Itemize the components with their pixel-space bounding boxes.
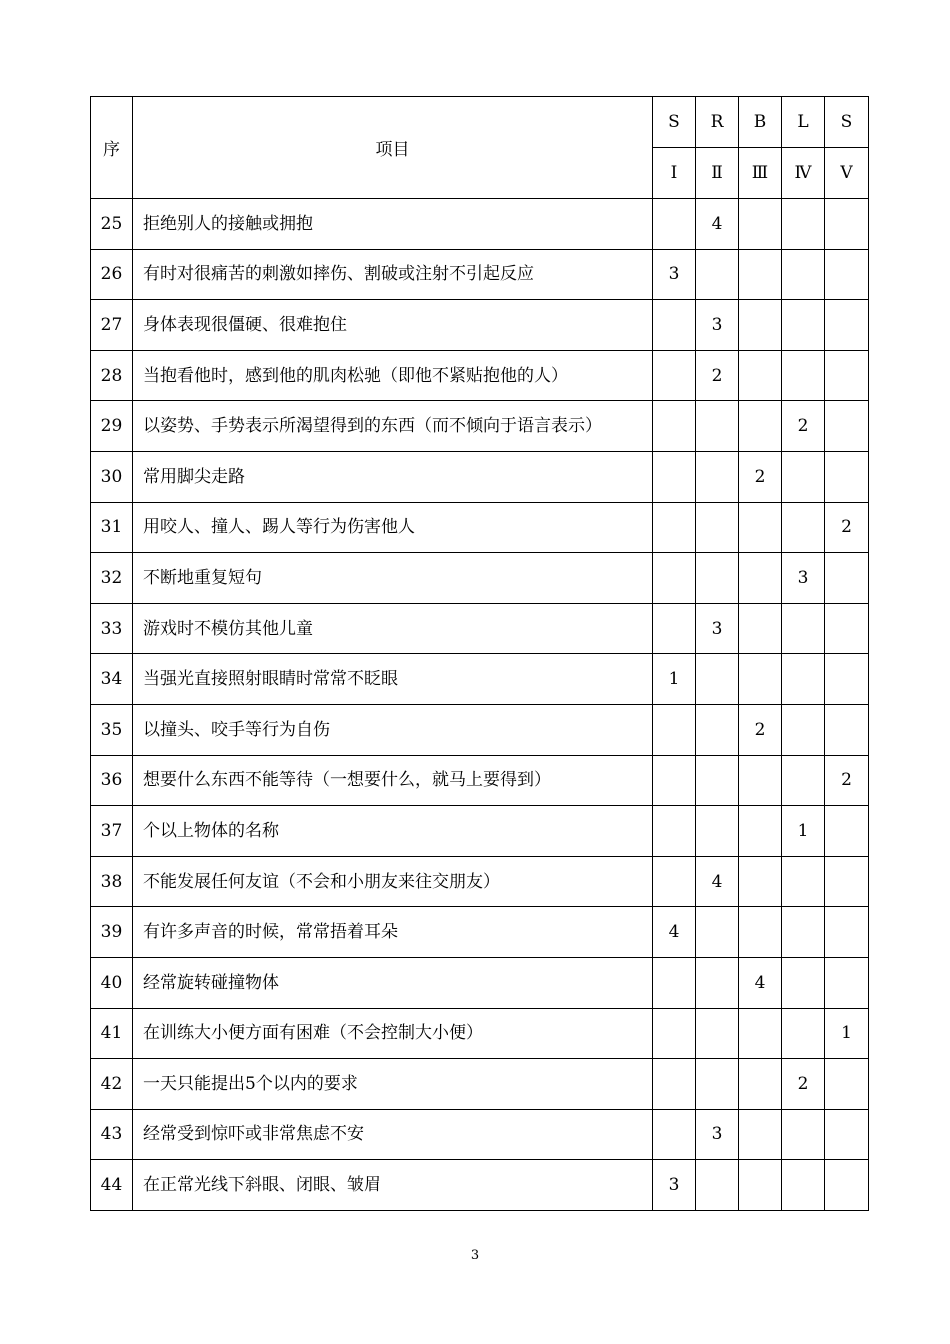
score-cell: [739, 1109, 782, 1160]
score-cell: [782, 1008, 825, 1059]
item-text: 在正常光线下斜眼、闭眼、皱眉: [133, 1160, 653, 1211]
score-cell: [653, 603, 696, 654]
row-number: 28: [91, 350, 133, 401]
row-number: 27: [91, 300, 133, 351]
row-number: 42: [91, 1059, 133, 1110]
score-cell: [739, 856, 782, 907]
table-row: [91, 1008, 869, 1059]
item-text: 常用脚尖走路: [133, 451, 653, 502]
item-text: 身体表现很僵硬、很难抱住: [133, 300, 653, 351]
score-cell: [782, 350, 825, 401]
score-cell: [825, 300, 869, 351]
checklist-table: [90, 96, 869, 1211]
table-row: [91, 502, 869, 553]
score-cell: 2: [696, 350, 739, 401]
score-cell: [739, 755, 782, 806]
score-cell: [696, 451, 739, 502]
item-header: 项目: [133, 97, 653, 199]
score-cell: [825, 553, 869, 604]
table-row: [91, 401, 869, 452]
score-cell: 1: [653, 654, 696, 705]
score-cell: [696, 553, 739, 604]
score-cell: [739, 603, 782, 654]
score-cell: [696, 502, 739, 553]
score-cell: [825, 654, 869, 705]
score-cell: [653, 502, 696, 553]
score-cell: [825, 856, 869, 907]
row-number: 25: [91, 199, 133, 250]
table-row: [91, 1059, 869, 1110]
score-cell: [696, 755, 739, 806]
score-cell: [782, 1160, 825, 1211]
table-row: [91, 603, 869, 654]
score-cell: 4: [696, 856, 739, 907]
score-cell: [696, 1160, 739, 1211]
item-text: 一天只能提出5个以内的要求: [133, 1059, 653, 1110]
score-cell: [782, 199, 825, 250]
score-cell: [739, 1160, 782, 1211]
score-cell: [739, 1059, 782, 1110]
table-row: [91, 1160, 869, 1211]
score-cell: [739, 553, 782, 604]
score-cell: [782, 300, 825, 351]
score-cell: [782, 502, 825, 553]
row-number: 43: [91, 1109, 133, 1160]
score-cell: [825, 806, 869, 857]
score-cell: [739, 300, 782, 351]
score-cell: [825, 1160, 869, 1211]
score-cell: 2: [825, 502, 869, 553]
score-cell: [825, 350, 869, 401]
item-text: 拒绝别人的接触或拥抱: [133, 199, 653, 250]
table-row: [91, 704, 869, 755]
item-text: 用咬人、撞人、踢人等行为伤害他人: [133, 502, 653, 553]
score-cell: [825, 249, 869, 300]
score-cell: [782, 856, 825, 907]
score-cell: [739, 350, 782, 401]
score-cell: [782, 451, 825, 502]
score-cell: [653, 199, 696, 250]
table-row: [91, 553, 869, 604]
letter-header-b: B: [739, 97, 782, 148]
roman-header-2: Ⅱ: [696, 148, 739, 199]
row-number: 37: [91, 806, 133, 857]
score-cell: [782, 249, 825, 300]
table-row: [91, 755, 869, 806]
score-cell: 3: [696, 300, 739, 351]
row-number: 26: [91, 249, 133, 300]
table-row: [91, 907, 869, 958]
score-cell: [782, 907, 825, 958]
score-cell: [782, 755, 825, 806]
score-cell: [696, 806, 739, 857]
item-text: 当抱看他时，感到他的肌肉松驰（即他不紧贴抱他的人）: [133, 350, 653, 401]
score-cell: [782, 1109, 825, 1160]
score-cell: 2: [739, 451, 782, 502]
row-number: 34: [91, 654, 133, 705]
score-cell: 4: [696, 199, 739, 250]
score-cell: [739, 654, 782, 705]
score-cell: [825, 957, 869, 1008]
seq-header: 序: [91, 97, 133, 199]
item-text: 有时对很痛苦的刺激如摔伤、割破或注射不引起反应: [133, 249, 653, 300]
score-cell: [825, 199, 869, 250]
table-row: [91, 249, 869, 300]
score-cell: 2: [782, 401, 825, 452]
score-cell: [653, 856, 696, 907]
score-cell: 2: [825, 755, 869, 806]
table-row: [91, 350, 869, 401]
score-cell: 3: [696, 603, 739, 654]
score-cell: [739, 806, 782, 857]
item-text: 以姿势、手势表示所渴望得到的东西（而不倾向于语言表示）: [133, 401, 653, 452]
table-row: [91, 199, 869, 250]
item-text: 有许多声音的时候，常常捂着耳朵: [133, 907, 653, 958]
score-cell: [739, 199, 782, 250]
table-row: [91, 806, 869, 857]
score-cell: [653, 957, 696, 1008]
table-row: [91, 1109, 869, 1160]
score-cell: [782, 704, 825, 755]
letter-header-s2: S: [825, 97, 869, 148]
row-number: 35: [91, 704, 133, 755]
table-row: [91, 856, 869, 907]
score-cell: 3: [653, 1160, 696, 1211]
letter-header-r: R: [696, 97, 739, 148]
score-cell: [653, 553, 696, 604]
roman-header-1: Ⅰ: [653, 148, 696, 199]
row-number: 39: [91, 907, 133, 958]
score-cell: 3: [782, 553, 825, 604]
score-cell: 2: [782, 1059, 825, 1110]
score-cell: [696, 1059, 739, 1110]
score-cell: [653, 806, 696, 857]
score-cell: [825, 603, 869, 654]
item-text: 在训练大小便方面有困难（不会控制大小便）: [133, 1008, 653, 1059]
score-cell: [782, 654, 825, 705]
score-cell: [825, 907, 869, 958]
item-text: 当强光直接照射眼睛时常常不眨眼: [133, 654, 653, 705]
score-cell: [653, 704, 696, 755]
score-cell: [696, 907, 739, 958]
score-cell: [739, 1008, 782, 1059]
roman-header-5: Ⅴ: [825, 148, 869, 199]
row-number: 31: [91, 502, 133, 553]
score-cell: 4: [739, 957, 782, 1008]
letter-header-s1: S: [653, 97, 696, 148]
score-cell: 1: [825, 1008, 869, 1059]
item-text: 不断地重复短句: [133, 553, 653, 604]
item-text: 想要什么东西不能等待（一想要什么，就马上要得到）: [133, 755, 653, 806]
score-cell: 2: [739, 704, 782, 755]
score-cell: [739, 401, 782, 452]
row-number: 38: [91, 856, 133, 907]
score-cell: [825, 451, 869, 502]
score-cell: [825, 1059, 869, 1110]
item-text: 经常受到惊吓或非常焦虑不安: [133, 1109, 653, 1160]
score-cell: [825, 1109, 869, 1160]
score-cell: [782, 603, 825, 654]
header-row-letters: [91, 97, 869, 148]
row-number: 30: [91, 451, 133, 502]
score-cell: [782, 957, 825, 1008]
score-cell: [739, 907, 782, 958]
score-cell: [825, 704, 869, 755]
score-cell: [653, 1059, 696, 1110]
score-cell: [653, 401, 696, 452]
row-number: 33: [91, 603, 133, 654]
roman-header-4: Ⅳ: [782, 148, 825, 199]
score-cell: [739, 502, 782, 553]
score-cell: [696, 704, 739, 755]
score-cell: [653, 350, 696, 401]
score-cell: [696, 957, 739, 1008]
score-cell: [739, 249, 782, 300]
item-text: 个以上物体的名称: [133, 806, 653, 857]
row-number: 44: [91, 1160, 133, 1211]
table-row: [91, 300, 869, 351]
score-cell: [696, 249, 739, 300]
score-cell: 4: [653, 907, 696, 958]
row-number: 41: [91, 1008, 133, 1059]
table-row: [91, 451, 869, 502]
score-cell: 3: [653, 249, 696, 300]
letter-header-l: L: [782, 97, 825, 148]
item-text: 游戏时不模仿其他儿童: [133, 603, 653, 654]
score-cell: [696, 654, 739, 705]
score-cell: 3: [696, 1109, 739, 1160]
row-number: 32: [91, 553, 133, 604]
table-row: [91, 654, 869, 705]
score-cell: [825, 401, 869, 452]
row-number: 29: [91, 401, 133, 452]
score-cell: [653, 300, 696, 351]
score-cell: [696, 401, 739, 452]
table-row: [91, 957, 869, 1008]
row-number: 40: [91, 957, 133, 1008]
item-text: 经常旋转碰撞物体: [133, 957, 653, 1008]
roman-header-3: Ⅲ: [739, 148, 782, 199]
score-cell: [653, 755, 696, 806]
row-number: 36: [91, 755, 133, 806]
item-text: 不能发展任何友谊（不会和小朋友来往交朋友）: [133, 856, 653, 907]
score-cell: [696, 1008, 739, 1059]
score-cell: [653, 1109, 696, 1160]
score-cell: 1: [782, 806, 825, 857]
page-number: 3: [470, 1248, 480, 1263]
item-text: 以撞头、咬手等行为自伤: [133, 704, 653, 755]
score-cell: [653, 451, 696, 502]
score-cell: [653, 1008, 696, 1059]
